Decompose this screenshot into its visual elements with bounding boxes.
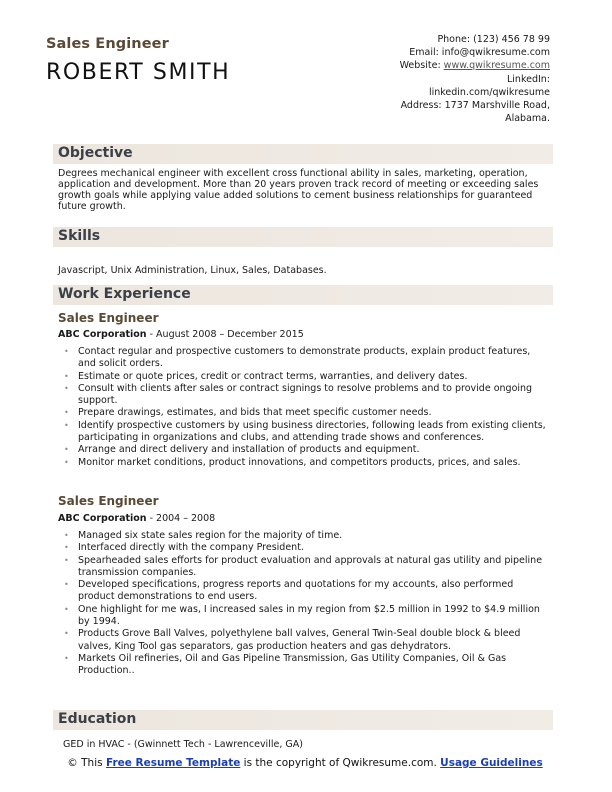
list-item: • Estimate or quote prices, credit or contract terms, warranties, and delivery dates. — [64, 371, 550, 383]
list-item: • Spearheaded sales efforts for product evaluation and approvals at natural gas utility and pipeline transmission companies. — [64, 555, 550, 580]
job-1-company: ABC Corporation — [58, 329, 147, 340]
list-item: • Contact regular and prospective customers to demonstrate products, explain product features, and solicit orders. — [64, 346, 550, 371]
list-item: • Products Grove Ball Valves, polyethylene ball valves, General Twin-Seal double block & bleed valves, King Tool gas separators, gas production heaters and gas dehydrators. — [64, 628, 550, 653]
contact-email: Email: info@qwikresume.com — [409, 47, 550, 59]
job-2-dates: - 2004 – 2008 — [146, 513, 216, 524]
section-education-header — [53, 710, 553, 730]
job-title: Sales Engineer — [46, 36, 169, 52]
job-1-title: Sales Engineer — [58, 311, 159, 325]
free-resume-template-link[interactable]: Free Resume Template — [105, 757, 241, 769]
job-2-company-line — [58, 513, 215, 524]
linkedin-value: linkedin.com/qwikresume — [428, 86, 550, 98]
footer-middle: is the copyright of Qwikresume.com. — [240, 757, 441, 769]
copyright-footer — [60, 757, 550, 770]
section-work-experience-header — [53, 285, 553, 305]
website-label: Website: — [399, 60, 444, 72]
website-link[interactable]: www.qwikresume.com — [443, 60, 550, 72]
list-item: • Monitor market conditions, product innovations, and competitors products, prices, and sales. — [64, 457, 550, 469]
list-item: • Developed specifications, progress reports and quotations for my accounts, also performed product demonstrations to end users. — [64, 579, 550, 604]
footer-prefix: © This — [67, 757, 106, 769]
job-2-title: Sales Engineer — [58, 494, 159, 508]
job-1-company-line — [58, 329, 304, 340]
list-item: • Markets Oil refineries, Oil and Gas Pipeline Transmission, Gas Utility Companies, Oil & Gas Production.. — [64, 653, 550, 678]
list-item: • Arrange and direct delivery and installation of products and equipment. — [64, 444, 550, 456]
linkedin-label: LinkedIn: — [506, 73, 550, 85]
section-title-education: Education — [58, 711, 137, 727]
list-item: • Managed six state sales region for the majority of time. — [64, 530, 550, 542]
list-item: • Interfaced directly with the company President. — [64, 542, 550, 554]
contact-info — [350, 33, 550, 125]
full-name: ROBERT SMITH — [46, 60, 231, 85]
job-1-bullets — [64, 346, 550, 469]
job-1-dates: - August 2008 – December 2015 — [146, 329, 304, 340]
section-title-work-experience: Work Experience — [58, 286, 191, 302]
address-line-1: Address: 1737 Marshville Road, — [400, 100, 550, 112]
list-item: • One highlight for me was, I increased sales in my region from $2.5 million in 1992 to $4.9 million by 1994. — [64, 604, 550, 629]
education-entry: GED in HVAC - (Gwinnett Tech - Lawrenceville, GA) — [63, 739, 303, 750]
job-2-bullets — [64, 530, 550, 678]
contact-phone: Phone: (123) 456 78 99 — [437, 34, 550, 45]
resume-header — [46, 36, 230, 85]
list-item: • Consult with clients after sales or contract signings to resolve problems and to provide ongoing support. — [64, 383, 550, 408]
section-skills-header — [53, 227, 553, 247]
contact-website — [350, 59, 550, 72]
address-line-2: Alabama. — [505, 113, 550, 125]
section-title-skills: Skills — [58, 228, 101, 244]
section-title-objective: Objective — [58, 145, 133, 161]
usage-guidelines-link[interactable]: Usage Guidelines — [440, 757, 543, 769]
list-item: • Identify prospective customers by using business directories, following leads from existing clients, participating in organizations and clubs, and attending trade shows and conferences. — [64, 420, 550, 445]
section-objective-header — [53, 144, 553, 164]
job-2-company: ABC Corporation — [58, 513, 147, 524]
list-item: • Prepare drawings, estimates, and bids that meet specific customer needs. — [64, 407, 550, 419]
objective-text: Degrees mechanical engineer with excellent cross functional ability in sales, marketing, operation, application and development. More than 20 years proven track record of meeting or exceeding sales growth goals while applying value added solutions to cement business relationships for guaranteed future growth. — [58, 168, 539, 212]
skills-text: Javascript, Unix Administration, Linux, Sales, Databases. — [58, 265, 327, 276]
